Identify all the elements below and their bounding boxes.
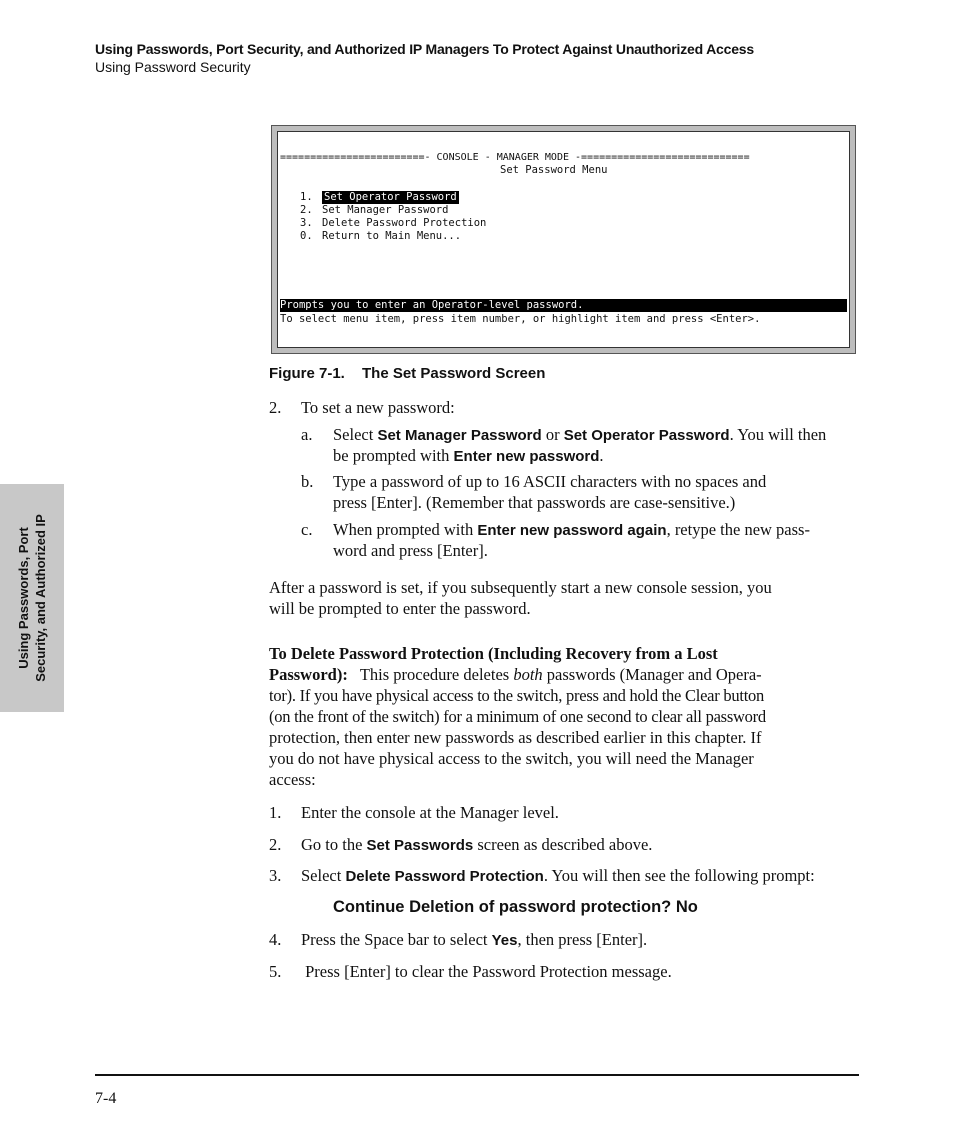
delete-section-heading-2: Password): [269,665,348,684]
substep-c-line-1 [333,519,810,541]
step-4-post: , then press [Enter]. [517,930,648,949]
delete-section-heading: To Delete Password Protection (Including Recovery from a Lost [269,644,718,663]
substep-c-post: , retype the new pass- [666,520,810,539]
delete-line1-post: passwords (Manager and Opera- [542,665,762,684]
menu-item-set-manager-password[interactable]: Set Manager Password [322,204,449,216]
delete-section-line-6: access: [269,770,316,789]
figure-number: Figure 7-1. [269,365,345,382]
step-2b-number: 2. [269,835,282,854]
console-help-line: To select menu item, press item number, or highlight item and press <Enter>. [280,313,761,325]
menu-item-return-to-main-menu[interactable]: Return to Main Menu... [322,230,462,242]
page-number: 7-4 [95,1090,117,1107]
substep-a-line2-pre: be prompted with [333,446,454,465]
substep-a-pre: Select [333,425,378,444]
substep-a-line2-post: . [599,446,604,465]
step-1-text: Enter the console at the Manager level. [301,803,559,822]
side-tab-line-1: Using Passwords, Port [16,527,31,669]
footer-rule [95,1074,859,1076]
step-2-number: 2. [269,398,282,417]
running-header-subtitle: Using Password Security [95,59,251,75]
substep-a-post: . You will then [729,425,827,444]
cmd-set-passwords: Set Passwords [366,837,474,854]
step-4-text [301,929,647,951]
step-3-pre: Select [301,866,346,885]
prompt-text: Continue Deletion of password protection? No [333,898,698,916]
step-4-number: 4. [269,930,282,949]
cmd-delete-password-protection: Delete Password Protection [345,868,544,885]
delete-section-line-5: you do not have physical access to the switch, you will need the Manager [269,749,754,768]
substep-a-line-1 [333,424,826,446]
side-tab-line-2: Security, and Authorized IP [33,514,48,682]
after-para-line-2: will be prompted to enter the password. [269,599,531,618]
step-2b-text [301,834,652,856]
delete-section-line-3: (on the front of the switch) for a minimum of one second to clear all password [269,707,766,726]
running-header-title: Using Passwords, Port Security, and Authorized IP Managers To Protect Against Unauthorized Access [95,41,754,57]
step-2b-pre: Go to the [301,835,367,854]
delete-section-line-4: protection, then enter new passwords as described earlier in this chapter. If [269,728,762,747]
chapter-side-tab [0,484,64,712]
console-screen-figure [271,125,856,354]
substep-c-letter: c. [301,520,313,539]
substep-b-line-2: press [Enter]. (Remember that passwords are case-sensitive.) [333,493,736,512]
after-para-line-1: After a password is set, if you subsequently start a new console session, you [269,578,772,597]
step-3-post: . You will then see the following prompt: [543,866,815,885]
cmd-enter-new-password-again: Enter new password again [477,522,667,539]
menu-item-num-1: 1. [300,191,313,203]
substep-a-mid: or [541,425,564,444]
step-2b-post: screen as described above. [473,835,653,854]
step-3-text [301,865,815,887]
cmd-yes: Yes [491,932,518,949]
figure-caption [269,365,545,382]
delete-section-line-1 [269,664,762,685]
substep-a-letter: a. [301,425,313,444]
menu-item-num-3: 3. [300,217,313,229]
menu-item-num-0: 0. [300,230,313,242]
substep-b-line-1: Type a password of up to 16 ASCII characters with no spaces and [333,472,767,491]
step-1-number: 1. [269,803,282,822]
cmd-set-operator-password: Set Operator Password [563,427,730,444]
step-5-text: Press [Enter] to clear the Password Protection message. [301,962,672,981]
cmd-enter-new-password: Enter new password [453,448,600,465]
delete-line1-em: both [513,665,543,684]
cmd-set-manager-password: Set Manager Password [377,427,542,444]
console-status-line: Prompts you to enter an Operator-level password. [280,299,847,312]
menu-item-num-2: 2. [300,204,313,216]
substep-c-line-2: word and press [Enter]. [333,541,488,560]
delete-line1-pre: This procedure deletes [359,665,514,684]
step-5-number: 5. [269,962,282,981]
console-banner: ========================- CONSOLE - MANAGER MODE -============================ [280,152,750,163]
step-2-text: To set a new password: [301,398,455,417]
substep-a-line-2 [333,445,604,467]
substep-b-letter: b. [301,472,314,491]
menu-item-delete-password-protection[interactable]: Delete Password Protection [322,217,487,229]
substep-c-pre: When prompted with [333,520,478,539]
console-menu-title: Set Password Menu [500,164,608,176]
side-tab-label [15,488,49,708]
step-4-pre: Press the Space bar to select [301,930,492,949]
step-3-number: 3. [269,866,282,885]
menu-item-set-operator-password[interactable]: Set Operator Password [324,191,457,203]
delete-section-line-2: tor). If you have physical access to the switch, press and hold the Clear button [269,686,765,705]
figure-title: The Set Password Screen [362,365,546,382]
console-screen [277,131,850,348]
